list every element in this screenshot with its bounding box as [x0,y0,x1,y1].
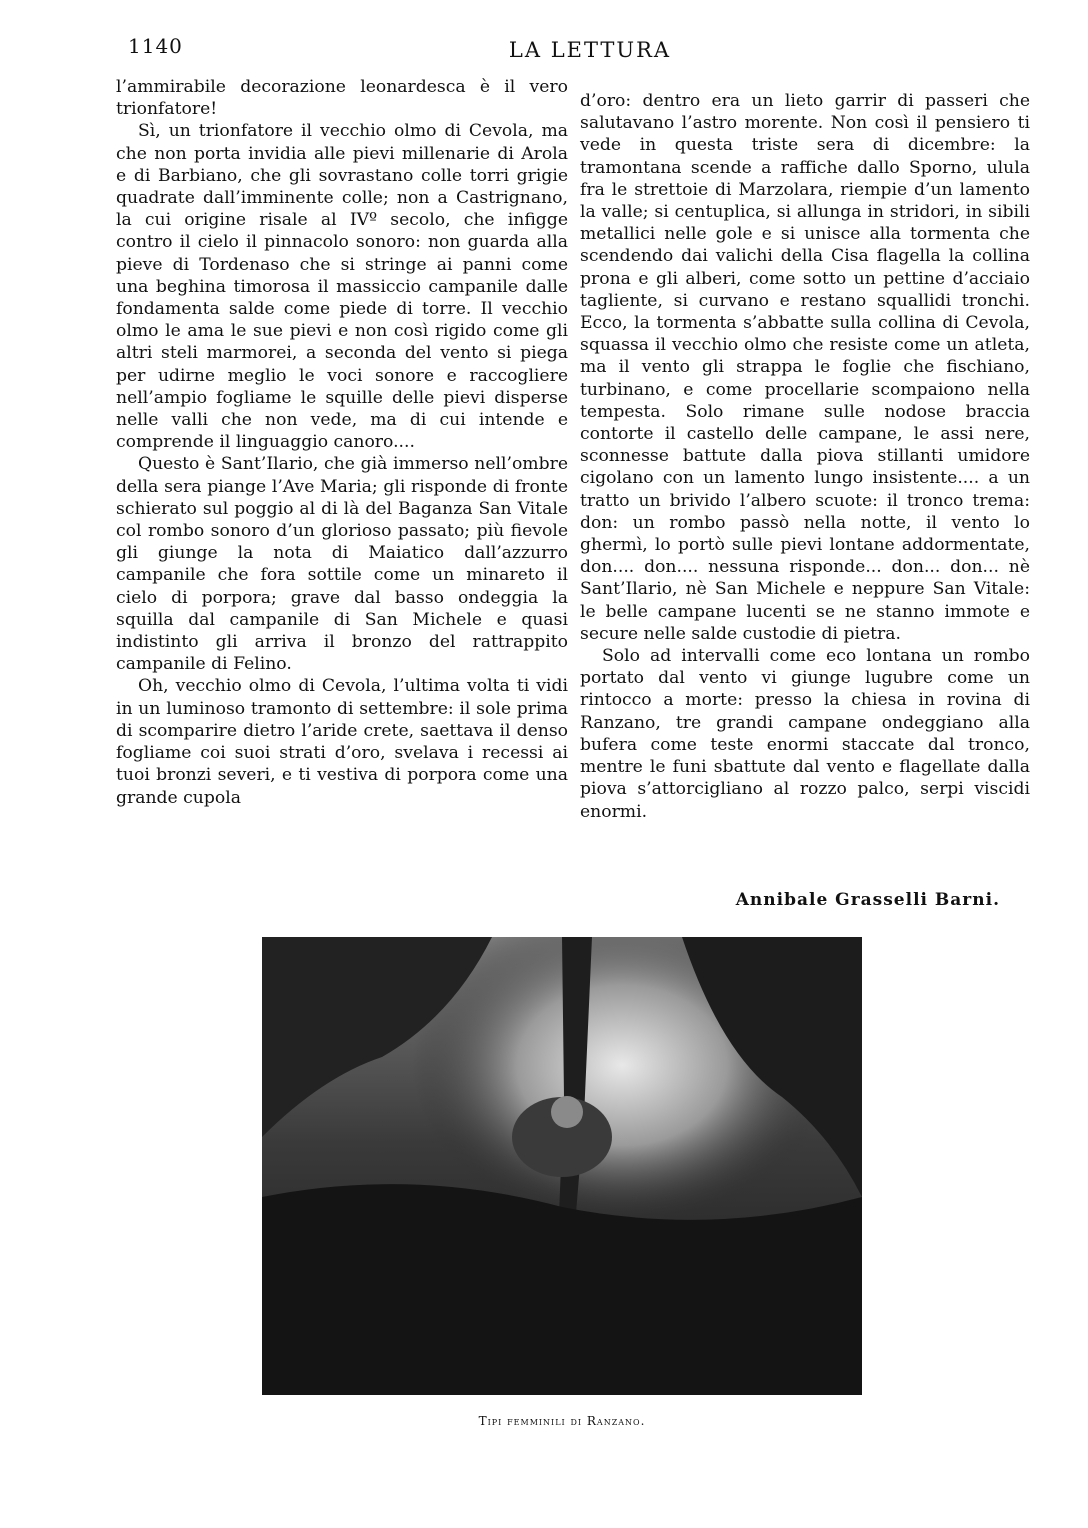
left-column [116,76,568,809]
paragraph: Questo è Sant’Ilario, che già immerso nell’ombre della sera piange l’Ave Maria; gli risponde di fronte schierato sul poggio al di là del Baganza San Vitale col rombo sonoro d’un glorioso passato; più fievole gli giunge la nota di Maiatico dall’azzurro campanile che fora sottile come un minareto il cielo di porpora; grave dal basso ondeggia la squilla dal campanile di San Michele e quasi indistinto gli arriva il bronzo del rattrappito campanile di Felino. [116,454,568,675]
paragraph: Oh, vecchio olmo di Cevola, l’ultima volta ti vidi in un luminoso tramonto di settembre: il sole prima di scomparire dietro l’aride crete, saettava il denso fogliame coi suoi strati d’oro, svelava i recessi ai tuoi bronzi severi, e ti vestiva di porpora come una grande cupola [116,676,568,808]
running-title: LA LETTURA [508,38,672,62]
paragraph: Sì, un trionfatore il vecchio olmo di Cevola, ma che non porta invidia alle pievi millenarie di Arola e di Barbiano, che gli sovrastano colle torri grigie quadrate dall’imminente colle; non a Castrignano, la cui origine risale al IVº secolo, che infigge contro il cielo il pinnacolo sonoro: non guarda alla pieve di Tordenaso che si stringe ai panni come una beghina timorosa il massiccio campanile dalle fondamenta salde come piede di torre. Il vecchio olmo le ama le sue pievi e non così rigido come gli altri steli marmorei, a seconda del vento si piega per udirne meglio le voci sonore e raccogliere nell’ampio fogliame le squille delle pievi disperse nelle valli che non vede, ma di cui intende e comprende il linguaggio canoro.... [116,121,568,453]
paragraph: l’ammirabile decorazione leonardesca è il vero trionfatore! [116,77,568,120]
right-column [580,90,1030,823]
foreground-ground [262,1184,862,1395]
paragraph: d’oro: dentro era un lieto garrir di passeri che salutavano l’astro morente. Non così il pensiero ti vede in questa triste sera di dicembre: la tramontana scende a raffiche dallo Sporno, ulula fra le strettoie di Marzolara, riempie d’un lamento la valle; si centuplica, si allunga in stridori, in sibili metallici nelle gole e si unisce alla tormenta che scendendo dai valichi della Cisa flagella la collina prona e gli alberi, come sotto un pettine d’acciaio tagliente, si curvano e restano squallidi tronchi. Ecco, la tormenta s’abbatte sulla collina di Cevola, squassa il vecchio olmo che resiste come un atleta, ma il vento gli strappa le foglie che fischiano, turbinano, e come procellarie scompaiono nella tempesta. Solo rimane sulle nodose braccia contorte il castello delle campane, le assi nere, sconnesse battute dalla piova stillanti umidore cigolano con un lamento lungo insistente.... a un tratto un brivido l’albero scuote: il tronco trema: don: un rombo passò nella notte, il vento lo ghermì, lo portò sulle pievi lontane addormentate, don.... don.... nessuna risponde... don... don... nè Sant’Ilario, nè San Michele e neppure San Vitale: le belle campane lucenti se ne stanno immote e secure nelle salde custodie di pietra. [580,91,1030,644]
figure-head [551,1096,583,1128]
paragraph: Solo ad intervalli come eco lontana un rombo portato dal vento vi giunge lugubre come un rintocco a morte: presso la chiesa in rovina di Ranzano, tre grandi campane ondeggiano alla bufera come teste enormi staccate dal tronco, mentre le funi sbattute dal vento e flagellate dalla piova s’attorcigliano al rozzo palco, serpi viscidi enormi. [580,646,1030,822]
author-signature: Annibale Grasselli Barni. [735,890,1000,910]
page-number: 1140 [128,34,183,58]
photo-caption: Tipi femminili di Ranzano. [478,1414,646,1428]
photograph [262,937,862,1395]
